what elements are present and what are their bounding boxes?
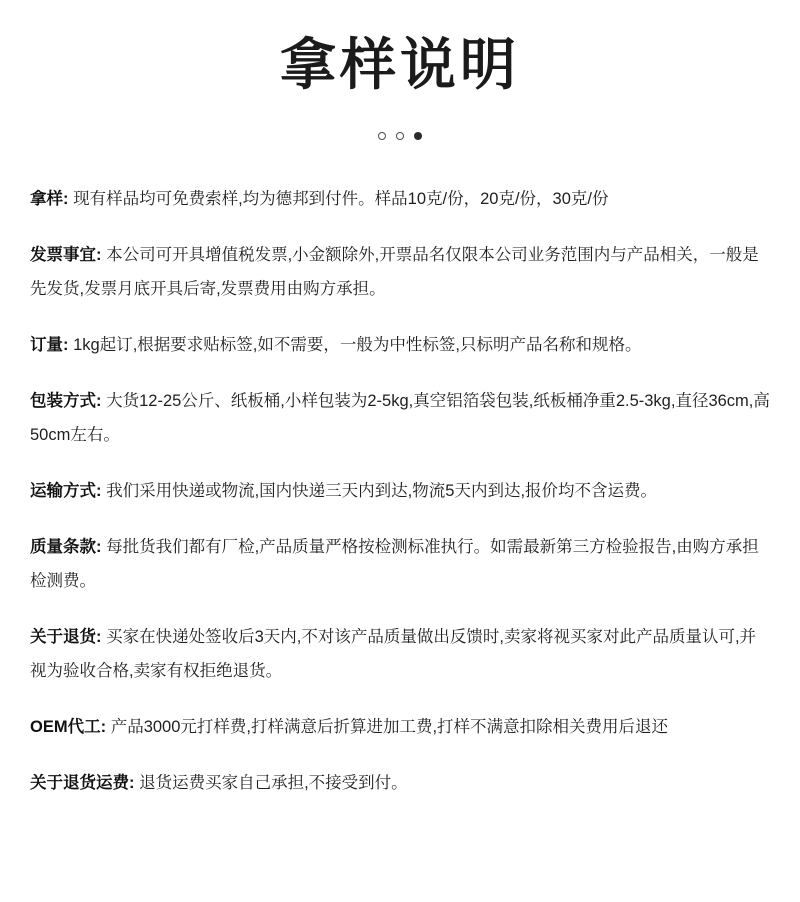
pager-dots bbox=[0, 130, 800, 142]
item-text: 产品3000元打样费,打样满意后折算进加工费,打样不满意扣除相关费用后退还 bbox=[110, 718, 669, 736]
item-text: 1kg起订,根据要求贴标签,如不需要，一般为中性标签,只标明产品名称和规格。 bbox=[73, 336, 642, 354]
item-label: 关于退货运费: bbox=[30, 774, 135, 792]
list-item bbox=[30, 766, 770, 800]
item-text: 买家在快递处签收后3天内,不对该产品质量做出反馈时,卖家将视买家对此产品质量认可,并视为验收合格,卖家有权拒绝退货。 bbox=[30, 628, 757, 680]
list-item bbox=[30, 620, 770, 688]
pager-dot-2[interactable] bbox=[396, 132, 404, 140]
item-text: 我们采用快递或物流,国内快递三天内到达,物流5天内到达,报价均不含运费。 bbox=[106, 482, 658, 500]
item-text: 大货12-25公斤、纸板桶,小样包装为2-5kg,真空铝箔袋包装,纸板桶净重2.5-3kg,直径36cm,高50cm左右。 bbox=[30, 392, 770, 444]
item-label: 发票事宜: bbox=[30, 246, 102, 264]
pager-dot-1[interactable] bbox=[378, 132, 386, 140]
page-title: 拿样说明 bbox=[280, 33, 520, 96]
item-text: 本公司可开具增值税发票,小金额除外,开票品名仅限本公司业务范围内与产品相关，一般是先发货,发票月底开具后寄,发票费用由购方承担。 bbox=[30, 246, 759, 298]
instructions-list bbox=[0, 182, 800, 800]
list-item bbox=[30, 328, 770, 362]
item-label: OEM代工: bbox=[30, 718, 107, 736]
item-text: 每批货我们都有厂检,产品质量严格按检测标准执行。如需最新第三方检验报告,由购方承担检测费。 bbox=[30, 538, 759, 590]
item-label: 质量条款: bbox=[30, 538, 102, 556]
item-label: 运输方式: bbox=[30, 482, 102, 500]
item-label: 订量: bbox=[30, 336, 69, 354]
item-label: 关于退货: bbox=[30, 628, 102, 646]
item-text: 现有样品均可免费索样,均为德邦到付件。样品10克/份，20克/份，30克/份 bbox=[73, 190, 609, 208]
item-label: 拿样: bbox=[30, 190, 69, 208]
list-item bbox=[30, 384, 770, 452]
item-label: 包装方式: bbox=[30, 392, 102, 410]
list-item bbox=[30, 238, 770, 306]
list-item bbox=[30, 530, 770, 598]
pager-dot-3[interactable] bbox=[414, 132, 422, 140]
list-item bbox=[30, 474, 770, 508]
list-item bbox=[30, 182, 770, 216]
item-text: 退货运费买家自己承担,不接受到付。 bbox=[139, 774, 408, 792]
list-item bbox=[30, 710, 770, 744]
